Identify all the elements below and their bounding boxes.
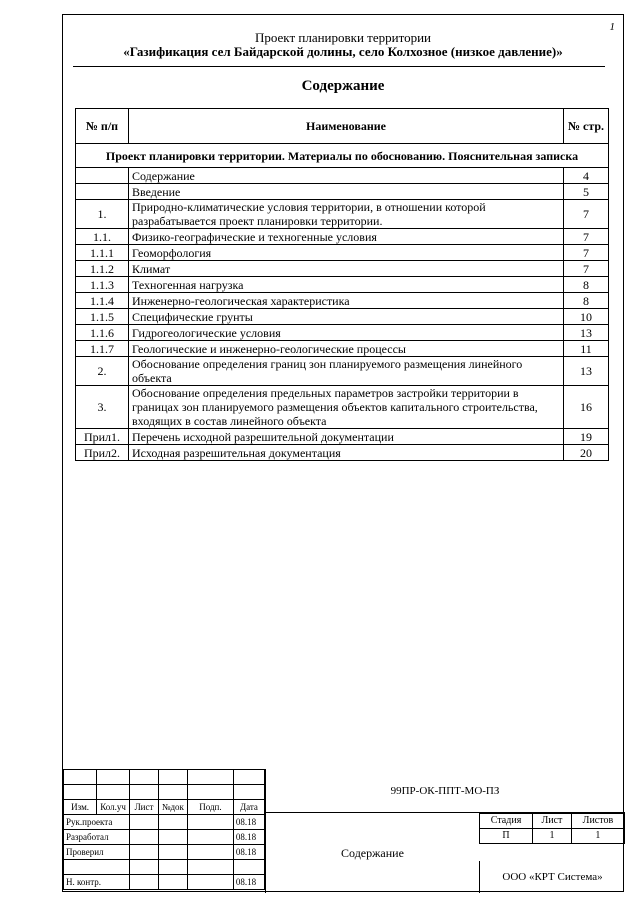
row-title: Перечень исходной разрешительной документации bbox=[129, 429, 564, 445]
sheet-label: Лист bbox=[533, 814, 572, 829]
row-title: Исходная разрешительная документация bbox=[129, 445, 564, 461]
row-page: 13 bbox=[564, 325, 609, 341]
stamp-col-header: Подп. bbox=[187, 800, 233, 815]
row-title: Инженерно-геологическая характеристика bbox=[129, 293, 564, 309]
stamp-role: Рук.проекта bbox=[64, 815, 130, 830]
table-row bbox=[76, 445, 609, 461]
stamp-cell bbox=[187, 815, 233, 830]
row-page: 8 bbox=[564, 277, 609, 293]
sheets-label: Листов bbox=[571, 814, 624, 829]
row-title: Техногенная нагрузка bbox=[129, 277, 564, 293]
header-title: «Газификация сел Байдарской долины, село Колхозное (низкое давление)» bbox=[123, 44, 563, 59]
stamp-col-header: №док bbox=[158, 800, 187, 815]
stamp-cell bbox=[130, 815, 159, 830]
stamp-cell bbox=[158, 815, 187, 830]
row-title: Обоснование определения границ зон планируемого размещения линейного объекта bbox=[129, 357, 564, 386]
stamp-cell bbox=[187, 830, 233, 845]
stamp-cell bbox=[130, 875, 159, 890]
title-block bbox=[63, 769, 625, 893]
table-row bbox=[76, 261, 609, 277]
table-row bbox=[76, 309, 609, 325]
title-block-revisions bbox=[63, 769, 265, 890]
row-page: 7 bbox=[564, 261, 609, 277]
row-title: Гидрогеологические условия bbox=[129, 325, 564, 341]
document-name: Содержание bbox=[265, 813, 479, 893]
row-page: 11 bbox=[564, 341, 609, 357]
row-title: Обоснование определения предельных параметров застройки территории в границах зон планируемого размещения объектов капитального строительства, входящих в состав линейного объекта bbox=[129, 386, 564, 429]
table-row bbox=[76, 229, 609, 245]
row-page: 19 bbox=[564, 429, 609, 445]
row-number: 2. bbox=[76, 357, 129, 386]
row-title: Физико-географические и техногенные условия bbox=[129, 229, 564, 245]
row-number: 1.1.3 bbox=[76, 277, 129, 293]
stamp-date bbox=[233, 860, 264, 875]
sheets-value: 1 bbox=[571, 829, 624, 844]
stamp-cell bbox=[187, 845, 233, 860]
stamp-col-header: Дата bbox=[233, 800, 264, 815]
row-number: Прил2. bbox=[76, 445, 129, 461]
row-page: 13 bbox=[564, 357, 609, 386]
toc-title: Содержание bbox=[301, 78, 385, 94]
row-page: 10 bbox=[564, 309, 609, 325]
stamp-cell bbox=[187, 860, 233, 875]
row-title: Геоморфология bbox=[129, 245, 564, 261]
page-number: 1 bbox=[609, 21, 615, 33]
row-number: 1.1.1 bbox=[76, 245, 129, 261]
row-page: 7 bbox=[564, 245, 609, 261]
stamp-cell bbox=[158, 830, 187, 845]
stamp-cell bbox=[130, 845, 159, 860]
stamp-cell bbox=[158, 845, 187, 860]
table-row bbox=[76, 168, 609, 184]
stamp-cell bbox=[130, 860, 159, 875]
table-row bbox=[76, 429, 609, 445]
page-frame bbox=[62, 14, 624, 892]
row-title: Геологические и инженерно-геологические процессы bbox=[129, 341, 564, 357]
row-number: 3. bbox=[76, 386, 129, 429]
stage-value: П bbox=[480, 829, 533, 844]
row-number bbox=[76, 168, 129, 184]
row-number: 1.1.5 bbox=[76, 309, 129, 325]
section-title: Проект планировки территории. Материалы по обоснованию. Пояснительная записка bbox=[76, 144, 609, 168]
stamp-date: 08.18 bbox=[233, 815, 264, 830]
toc-table bbox=[75, 108, 609, 461]
row-number: 1. bbox=[76, 200, 129, 229]
row-page: 8 bbox=[564, 293, 609, 309]
table-row bbox=[76, 245, 609, 261]
stamp-role: Н. контр. bbox=[64, 875, 130, 890]
table-row bbox=[76, 386, 609, 429]
row-number: 1.1. bbox=[76, 229, 129, 245]
row-page: 7 bbox=[564, 229, 609, 245]
stamp-col-header: Лист bbox=[130, 800, 159, 815]
row-title: Содержание bbox=[129, 168, 564, 184]
table-row bbox=[76, 325, 609, 341]
col-header-num: № п/п bbox=[76, 109, 129, 144]
row-number: Прил1. bbox=[76, 429, 129, 445]
row-number: 1.1.7 bbox=[76, 341, 129, 357]
row-page: 4 bbox=[564, 168, 609, 184]
row-page: 7 bbox=[564, 200, 609, 229]
stamp-cell bbox=[158, 860, 187, 875]
row-page: 16 bbox=[564, 386, 609, 429]
header-project: Проект планировки территории bbox=[254, 30, 431, 45]
row-page: 20 bbox=[564, 445, 609, 461]
row-number: 1.1.6 bbox=[76, 325, 129, 341]
stamp-role bbox=[64, 860, 130, 875]
stamp-role: Разработал bbox=[64, 830, 130, 845]
col-header-name: Наименование bbox=[129, 109, 564, 144]
stamp-date: 08.18 bbox=[233, 845, 264, 860]
document-number: 99ПР-ОК-ППТ-МО-ПЗ bbox=[265, 769, 625, 813]
row-title: Климат bbox=[129, 261, 564, 277]
stamp-date: 08.18 bbox=[233, 875, 264, 890]
row-number: 1.1.2 bbox=[76, 261, 129, 277]
table-row bbox=[76, 184, 609, 200]
stamp-role: Проверил bbox=[64, 845, 130, 860]
stamp-col-header: Изм. bbox=[64, 800, 97, 815]
stamp-cell bbox=[158, 875, 187, 890]
stamp-cell bbox=[187, 875, 233, 890]
row-title: Специфические грунты bbox=[129, 309, 564, 325]
sheet-value: 1 bbox=[533, 829, 572, 844]
stage-label: Стадия bbox=[480, 814, 533, 829]
table-row bbox=[76, 357, 609, 386]
header-divider bbox=[73, 66, 605, 67]
title-block-stage bbox=[479, 813, 625, 844]
table-row bbox=[76, 341, 609, 357]
row-title: Природно-климатические условия территории, в отношении которой разрабатывается проект планировки территории. bbox=[129, 200, 564, 229]
row-title: Введение bbox=[129, 184, 564, 200]
table-row bbox=[76, 293, 609, 309]
table-row bbox=[76, 277, 609, 293]
row-number: 1.1.4 bbox=[76, 293, 129, 309]
row-number bbox=[76, 184, 129, 200]
company-name: ООО «КРТ Система» bbox=[479, 861, 625, 893]
stamp-date: 08.18 bbox=[233, 830, 264, 845]
stamp-col-header: Кол.уч bbox=[97, 800, 130, 815]
col-header-page: № стр. bbox=[564, 109, 609, 144]
row-page: 5 bbox=[564, 184, 609, 200]
stamp-cell bbox=[130, 830, 159, 845]
table-row bbox=[76, 200, 609, 229]
